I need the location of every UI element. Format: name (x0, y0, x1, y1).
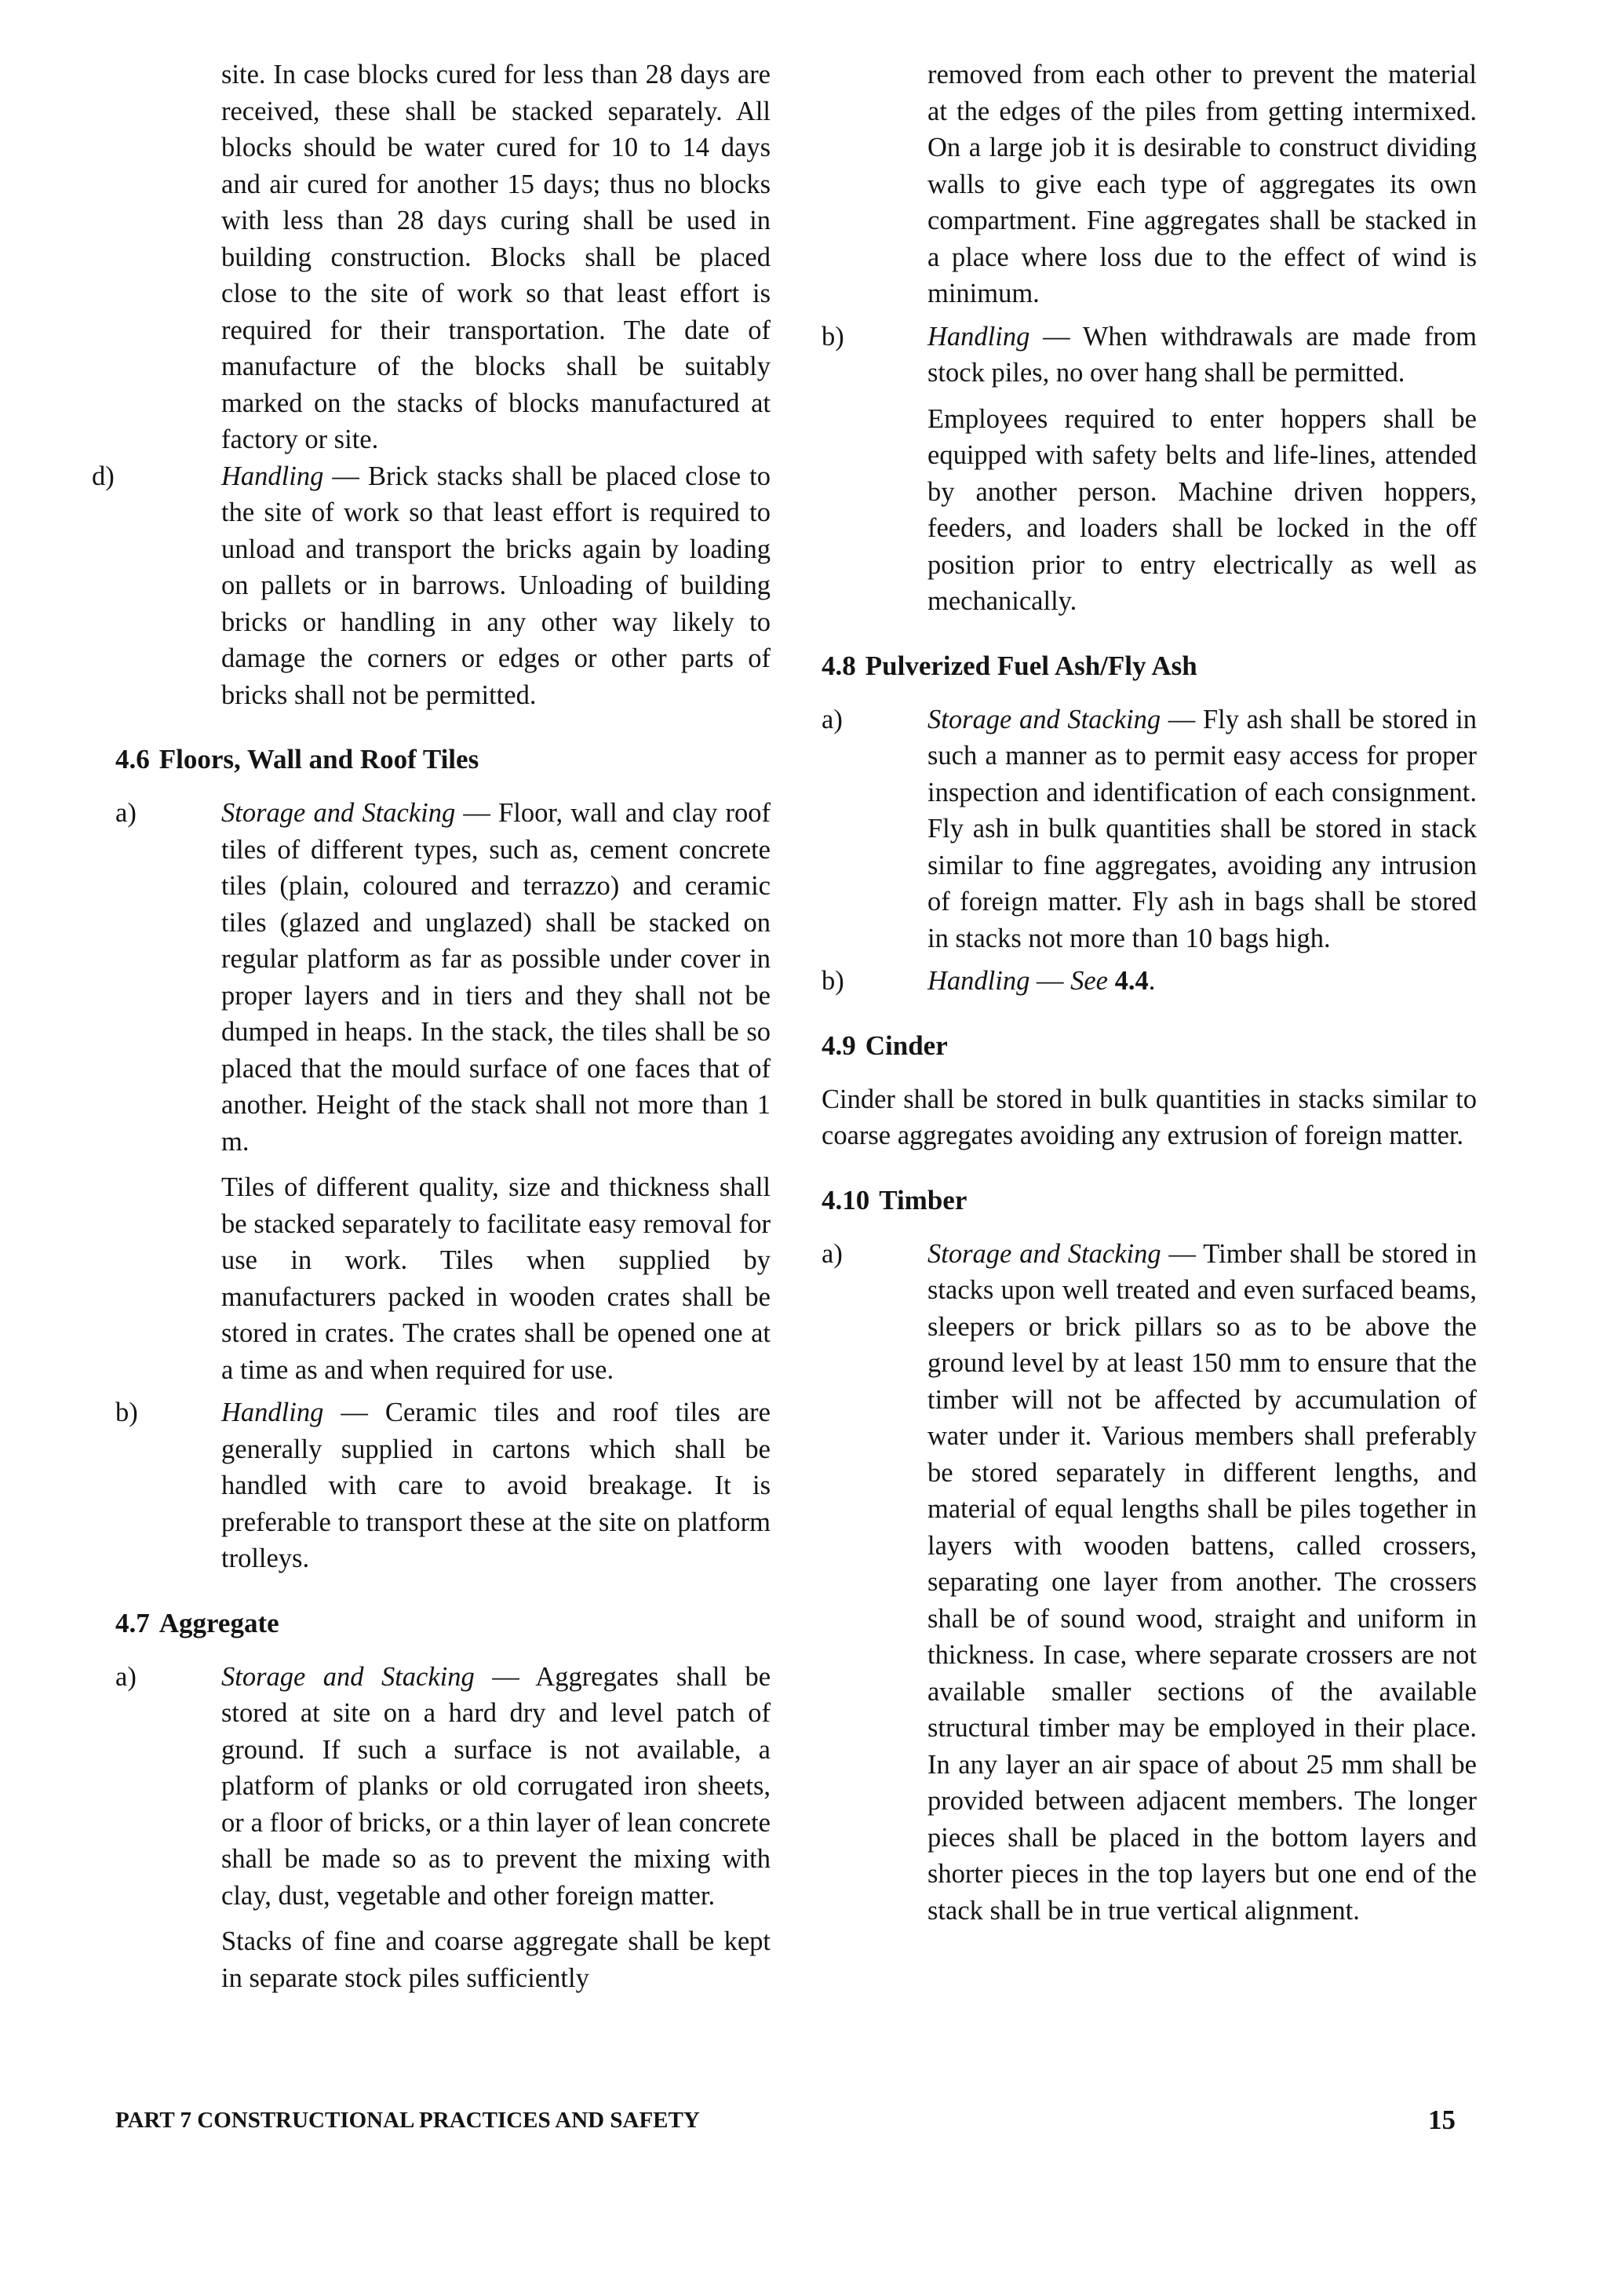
section-number: 4.7 (115, 1607, 150, 1638)
section-reference: 4.4 (1114, 966, 1149, 996)
section-number: 4.10 (822, 1184, 870, 1215)
item-label: b) (822, 321, 844, 352)
item-title: Handling (927, 966, 1030, 996)
item-title: Handling (221, 1398, 324, 1427)
continued-paragraph-c: site. In case blocks cured for less than 28 days are received, these shall be stacked separately. All blocks should be water cured for 10 to 14 days and air cured for another 15 days; thus no blocks with less than 28 days curing shall be used in building construction. Blocks shall be placed close to the site of work so that least effort is required for their transportation. The date of manufacture of the blocks shall be suitably marked on the stacks of blocks manufactured at factory or site. (221, 60, 771, 454)
item-paragraph: Handling — See 4.4. (927, 966, 1156, 996)
item-label: a) (822, 704, 843, 734)
item-a-timber-storage (822, 1236, 1477, 1930)
item-text: Ceramic tiles and roof tiles are generally supplied in cartons which shall be handled with care to avoid breakage. It is preferable to transport these at the site on platform trolleys. (221, 1398, 771, 1573)
item-label: a) (115, 798, 137, 828)
item-title: Storage and Stacking (927, 1238, 1161, 1269)
item-label: a) (115, 1661, 137, 1692)
item-paragraph: Handling — Ceramic tiles and roof tiles are generally supplied in cartons which shall be handled with care to avoid breakage. It is preferable to transport these at the site on platform trolleys. (221, 1398, 771, 1573)
item-paragraph-2: Tiles of different quality, size and thickness shall be stacked separately to facilitate easy removal for use in work. Tiles when supplied by manufacturers packed in wooden crates shall be stored in crates. The crates shall be opened one at a time as and when required for use. (221, 1172, 771, 1385)
section-heading-4-8 (822, 648, 1477, 684)
item-label: b) (115, 1398, 138, 1427)
section-number: 4.8 (822, 650, 856, 681)
item-title: Handling (221, 461, 324, 491)
item-label: b) (822, 966, 844, 996)
item-text: Timber shall be stored in stacks upon well treated and even surfaced beams, sleepers or brick pillars so as to be above the ground level by at least 150 mm to ensure that the timber will not be affected by accumulation of water under it. Various members shall preferably be stored separately in different lengths, and material of equal lengths shall be piles together in layers with wooden battens, called crossers, separating one layer from another. The crossers shall be of sound wood, straight and uniform in thickness. In case, where separate crossers are not available smaller sections of the available structural timber may be employed in their place. In any layer an air space of about 25 mm shall be provided between adjacent members. The longer pieces shall be placed in the bottom layers and shorter pieces in the top layers but one end of the stack shall be in true vertical alignment. (927, 1238, 1477, 1926)
continued-paragraph-a: removed from each other to prevent the material at the edges of the piles from getting intermixed. On a large job it is desirable to construct dividing walls to give each type of aggregates its own compartment. Fine aggregates shall be stacked in a place where loss due to the effect of wind is minimum. (927, 60, 1477, 308)
section-heading-4-7 (115, 1605, 771, 1642)
footer-part-title: PART 7 CONSTRUCTIONAL PRACTICES AND SAFETY (115, 2108, 700, 2133)
item-label: a) (822, 1238, 843, 1269)
item-text: Brick stacks shall be placed close to the site of work so that least effort is required to unload and transport the bricks again by loading on pallets or in barrows. Unloading of building bricks or handling in any other way likely to damage the corners or edges or other parts of bricks shall not be permitted. (221, 461, 771, 710)
item-a-flyash-storage (822, 702, 1477, 957)
item-paragraph-2: Stacks of fine and coarse aggregate shall be kept in separate stock piles sufficiently (221, 1926, 771, 1993)
page-number: 15 (1428, 2105, 1456, 2135)
item-text: When withdrawals are made from stock piles, no over hang shall be permitted. (927, 321, 1477, 388)
item-title: Storage and Stacking (927, 704, 1161, 734)
section-title: Timber (879, 1184, 967, 1215)
item-title: Storage and Stacking (221, 798, 456, 828)
item-paragraph: Handling — Brick stacks shall be placed close to the site of work so that least effort is required to unload and transport the bricks again by loading on pallets or in barrows. Unloading of building bricks or handling in any other way likely to damage the corners or edges or other parts of bricks shall not be permitted. (221, 461, 771, 710)
section-title: Aggregate (159, 1607, 279, 1638)
right-column (822, 56, 1477, 1929)
item-title: Handling (927, 321, 1030, 352)
section-number: 4.9 (822, 1030, 856, 1061)
item-b-aggregate-handling (822, 319, 1477, 620)
cinder-paragraph: Cinder shall be stored in bulk quantities in stacks similar to coarse aggregates avoiding any extrusion of foreign matter. (822, 1084, 1477, 1150)
item-text: Aggregates shall be stored at site on a hard dry and level patch of ground. If such a surface is not available, a platform of planks or old corrugated iron sheets, or a floor of bricks, or a thin layer of lean concrete shall be made so as to prevent the mixing with clay, dust, vegetable and other foreign matter. (221, 1661, 771, 1911)
section-title: Cinder (865, 1030, 948, 1061)
left-column (92, 56, 771, 1996)
item-paragraph: Storage and Stacking — Timber shall be stored in stacks upon well treated and even surfaced beams, sleepers or brick pillars so as to be above the ground level by at least 150 mm to ensure that the timber will not be affected by accumulation of water under it. Various members shall preferably be stored separately in different lengths, and material of equal lengths shall be piles together in layers with wooden battens, called crossers, separating one layer from another. The crossers shall be of sound wood, straight and uniform in thickness. In case, where separate crossers are not available smaller sections of the available structural timber may be employed in their place. In any layer an air space of about 25 mm shall be provided between adjacent members. The longer pieces shall be placed in the bottom layers and shorter pieces in the top layers but one end of the stack shall be in true vertical alignment. (927, 1238, 1477, 1926)
item-text: Fly ash shall be stored in such a manner as to permit easy access for proper inspection and identification of each consignment. Fly ash in bulk quantities shall be stored in stack similar to fine aggregates, avoiding any intrusion of foreign matter. Fly ash in bags shall be stored in stacks not more than 10 bags high. (927, 704, 1478, 953)
see-reference: See (1070, 966, 1108, 996)
section-title: Pulverized Fuel Ash/Fly Ash (865, 650, 1197, 681)
item-paragraph: Storage and Stacking — Floor, wall and clay roof tiles of different types, such as, cement concrete tiles (plain, coloured and terrazzo) and ceramic tiles (glazed and unglazed) shall be stacked on regular platform as far as possible under cover in proper layers and in tiers and they shall not be dumped in heaps. In the stack, the tiles shall be so placed that the mould surface of one faces that of another. Height of the stack shall not more than 1 m. (221, 798, 771, 1157)
item-label: d) (92, 461, 115, 491)
item-title: Storage and Stacking (221, 1661, 475, 1692)
section-heading-4-6 (115, 742, 771, 778)
item-paragraph-2: Employees required to enter hoppers shall be equipped with safety belts and life-lines, attended by another person. Machine driven hoppers, feeders, and loaders shall be locked in the off position prior to entry electrically as well as mechanically. (927, 403, 1477, 616)
item-a-tiles-storage (115, 795, 771, 1388)
item-d-brick-handling (92, 458, 771, 714)
section-heading-4-9 (822, 1028, 1477, 1064)
item-paragraph: Storage and Stacking — Fly ash shall be stored in such a manner as to permit easy access for proper inspection and identification of each consignment. Fly ash in bulk quantities shall be stored in stack similar to fine aggregates, avoiding any intrusion of foreign matter. Fly ash in bags shall be stored in stacks not more than 10 bags high. (927, 704, 1478, 953)
item-paragraph: Storage and Stacking — Aggregates shall be stored at site on a hard dry and level patch of ground. If such a surface is not available, a platform of planks or old corrugated iron sheets, or a floor of bricks, or a thin layer of lean concrete shall be made so as to prevent the mixing with clay, dust, vegetable and other foreign matter. (221, 1661, 771, 1911)
item-paragraph: Handling — When withdrawals are made from stock piles, no over hang shall be permitted. (927, 321, 1477, 388)
item-b-flyash-handling (822, 963, 1477, 1000)
item-b-tiles-handling (115, 1394, 771, 1577)
section-number: 4.6 (115, 744, 150, 774)
section-heading-4-10 (822, 1183, 1477, 1219)
section-title: Floors, Wall and Roof Tiles (159, 744, 479, 774)
item-text: Floor, wall and clay roof tiles of different types, such as, cement concrete tiles (plain, coloured and terrazzo) and ceramic tiles (glazed and unglazed) shall be stacked on regular platform as far as possible under cover in proper layers and in tiers and they shall not be dumped in heaps. In the stack, the tiles shall be so placed that the mould surface of one faces that of another. Height of the stack shall not more than 1 m. (221, 798, 771, 1157)
item-a-aggregate-storage (115, 1659, 771, 1997)
